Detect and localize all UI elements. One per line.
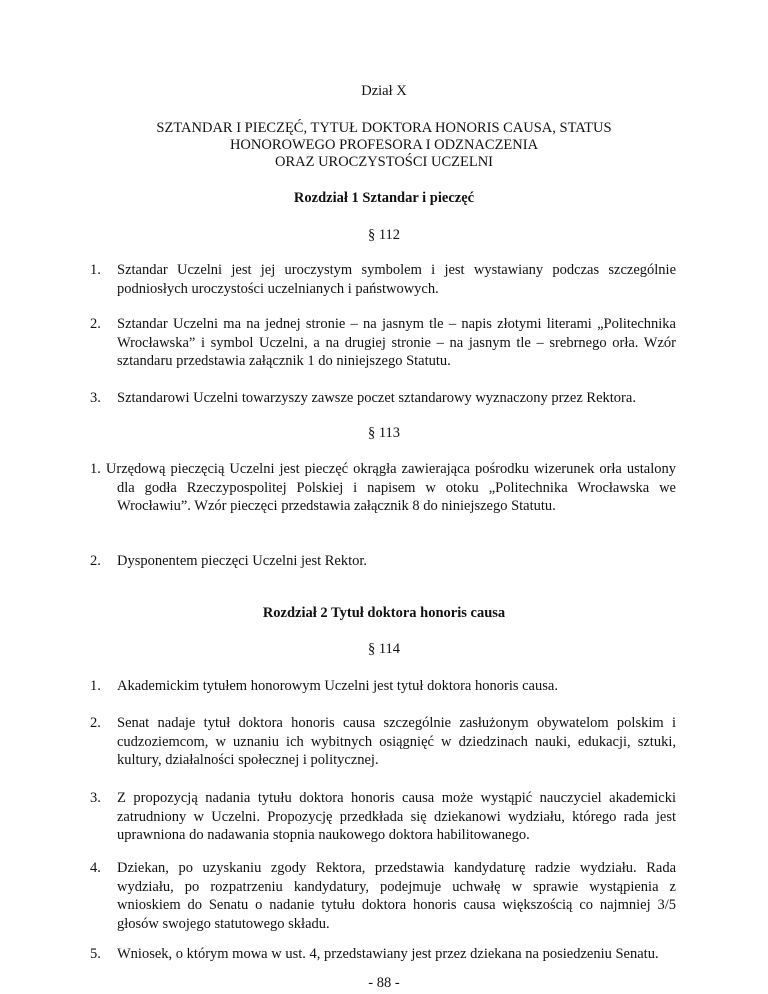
item-number: 1. [90, 678, 101, 694]
chapter-1-title: Rozdział 1 Sztandar i pieczęć [293, 190, 475, 206]
section-112-item-2 [90, 315, 676, 371]
item-number: 2. [90, 715, 101, 731]
section-title: Dział X [361, 83, 407, 99]
item-number: 2. [90, 316, 101, 332]
section-114-item-1 [90, 677, 676, 696]
item-text: Akademickim tytułem honorowym Uczelni jest tytuł doktora honoris causa. [117, 678, 558, 694]
item-text: Wniosek, o którym mowa w ust. 4, przedstawiany jest przez dziekana na posiedzeniu Senatu. [117, 946, 659, 962]
main-heading-line-3: ORAZ UROCZYSTOŚCI UCZELNI [274, 154, 494, 170]
item-text: Senat nadaje tytuł doktora honoris causa szczególnie zasłużonym obywatelom polskim i cudzoziemcom, w uznaniu ich wybitnych osiągnięć w dziedzinach nauki, edukacji, sztuki, kultury, działalności społecznej i politycznej. [117, 715, 676, 768]
main-heading-line-2: HONOROWEGO PROFESORA I ODZNACZENIA [229, 137, 539, 153]
item-text: Dziekan, po uzyskaniu zgody Rektora, przedstawia kandydaturę radzie wydziału. Rada wydziału, po rozpatrzeniu kandydatury, podejmuje uchwałę w sprawie wystąpienia z wnioskiem do Senatu o nadanie tytułu doktora honoris causa większością co najmniej 3/5 głosów swojego statutowego składu. [117, 860, 676, 932]
item-text: Sztandar Uczelni ma na jednej stronie – na jasnym tle – napis złotymi literami „Politechnika Wrocławska” i symbol Uczelni, a na drugiej stronie – na jasnym tle – srebrnego orła. Wzór sztandaru przedstawia załącznik 1 do niniejszego Statutu. [117, 316, 676, 369]
item-text: Dysponentem pieczęci Uczelni jest Rektor. [117, 553, 368, 569]
paragraph-sign-112: § 112 [367, 227, 401, 243]
item-number: 2. [90, 553, 101, 569]
section-114-item-4 [90, 859, 676, 933]
chapter-2-title: Rozdział 2 Tytuł doktora honoris causa [262, 605, 506, 621]
main-heading-line-1: SZTANDAR I PIECZĘĆ, TYTUŁ DOKTORA HONORIS CAUSA, STATUS [156, 120, 612, 136]
item-text: Z propozycją nadania tytułu doktora honoris causa może wystąpić nauczyciel akademicki zatrudniony w Uczelni. Propozycję przedkłada się dziekanowi wydziału, którego rada jest uprawniona do nadawania stopnia naukowego doktora habilitowanego. [117, 790, 676, 843]
paragraph-sign-113: § 113 [367, 425, 401, 441]
item-number: 1. [90, 461, 101, 477]
item-number: 3. [90, 390, 101, 406]
section-114-item-3 [90, 789, 676, 845]
page-number: - 88 - [368, 975, 400, 991]
section-112-item-1 [90, 261, 676, 298]
section-114-item-5 [90, 945, 676, 964]
paragraph-sign-114: § 114 [367, 641, 401, 657]
item-number: 3. [90, 790, 101, 806]
section-113-item-2 [90, 552, 676, 571]
item-number: 4. [90, 860, 101, 876]
section-112-item-3 [90, 389, 676, 408]
item-text: Sztandarowi Uczelni towarzyszy zawsze poczet sztandarowy wyznaczony przez Rektora. [117, 390, 636, 406]
item-number: 5. [90, 946, 101, 962]
section-114-item-2 [90, 714, 676, 770]
item-text [90, 460, 676, 516]
item-body: Urzędową pieczęcią Uczelni jest pieczęć okrągła zawierająca pośrodku wizerunek orła ustalony dla godła Rzeczypospolitej Polskiej i napisem w otoku „Politechnika Wrocławska we Wrocławiu”. Wzór pieczęci przedstawia załącznik 8 do niniejszego Statutu. [105, 461, 677, 514]
item-number: 1. [90, 262, 101, 278]
item-text: Sztandar Uczelni jest jej uroczystym symbolem i jest wystawiany podczas szczególnie podniosłych uroczystości uczelnianych i państwowych. [117, 262, 676, 297]
section-113-item-1 [90, 460, 676, 516]
